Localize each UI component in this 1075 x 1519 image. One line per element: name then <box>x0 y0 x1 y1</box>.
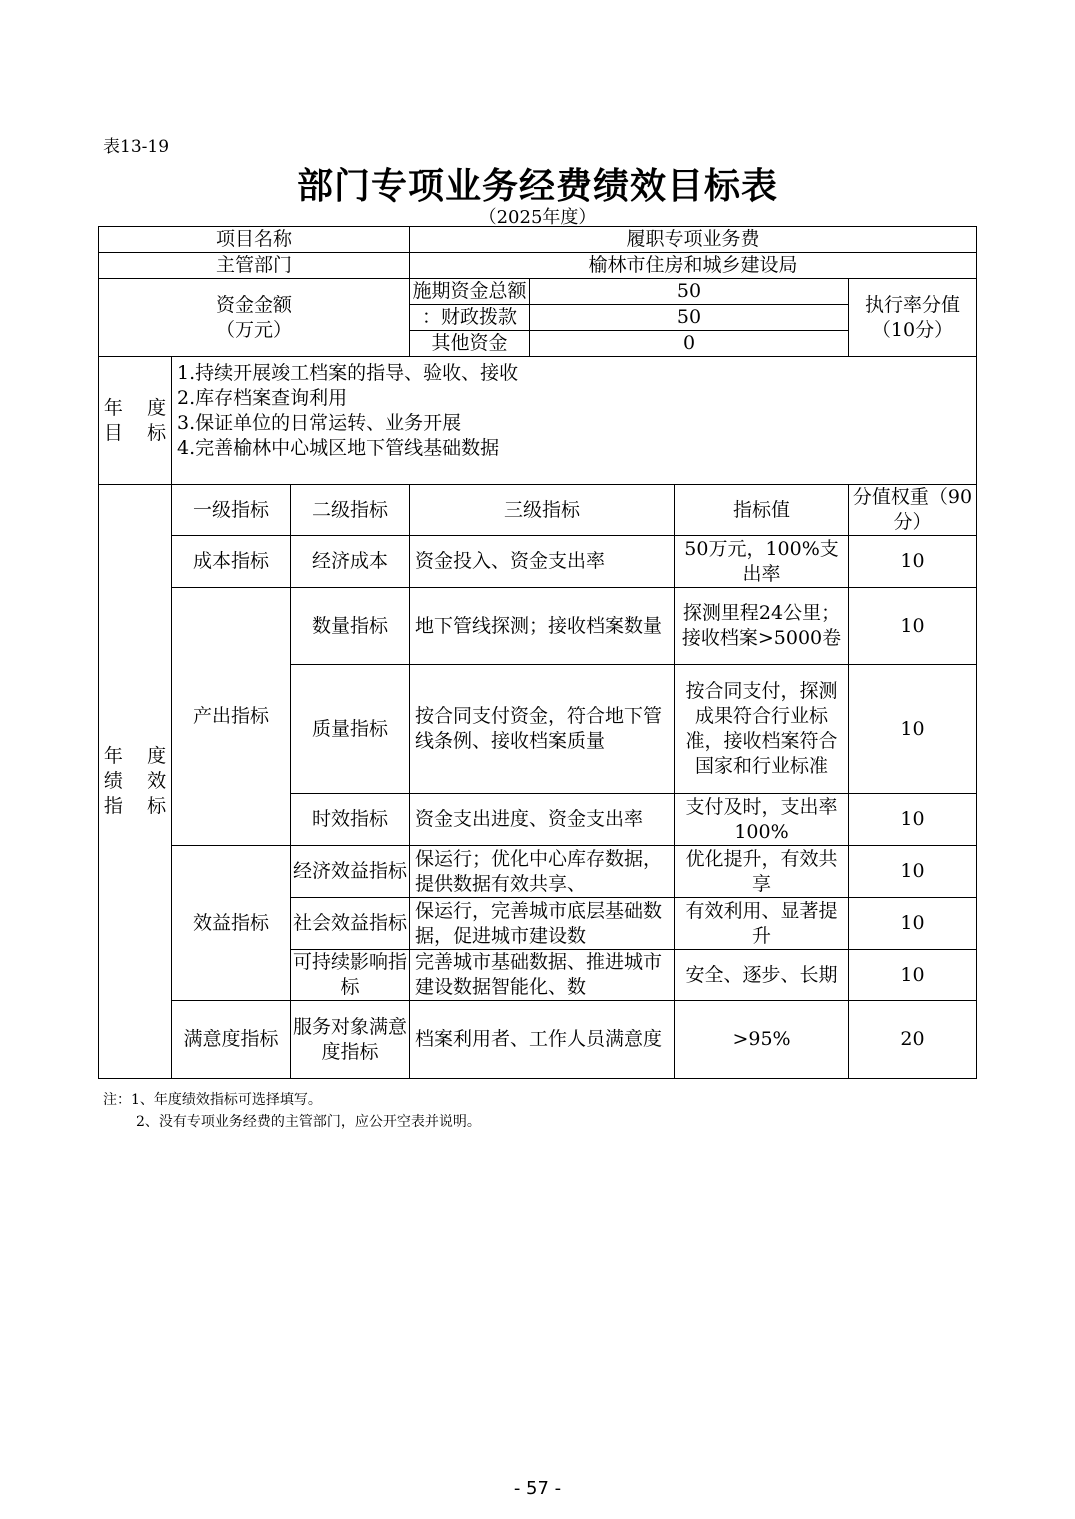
label-char: 指 <box>103 795 123 817</box>
notes <box>103 1089 481 1133</box>
header-level1: 一级指标 <box>172 485 291 536</box>
cost-level2: 经济成本 <box>291 536 410 588</box>
funds-label-line2: （万元） <box>216 318 293 341</box>
label-char: 年 <box>103 745 123 767</box>
execution-rate-line2: （10分） <box>871 318 954 341</box>
benefit-level2: 社会效益指标 <box>291 898 410 950</box>
table-code: 表13-19 <box>103 137 170 157</box>
fund-row-label: 施期资金总额 <box>410 279 530 305</box>
label-char: 年 <box>103 396 123 419</box>
output-value: 按合同支付，探测成果符合行业标准，接收档案符合国家和行业标准 <box>675 665 849 794</box>
cost-level1: 成本指标 <box>172 536 291 588</box>
label-char: 标 <box>147 421 167 444</box>
page-title: 部门专项业务经费绩效目标表 <box>296 166 778 207</box>
department-label: 主管部门 <box>99 253 410 279</box>
label-char: 效 <box>147 770 167 792</box>
execution-rate-label <box>849 279 977 357</box>
year-subtitle: （2025年度） <box>478 207 597 228</box>
fund-row-value: 50 <box>530 305 849 331</box>
output-value: 探测里程24公里；接收档案>5000卷 <box>675 588 849 665</box>
output-level1: 产出指标 <box>172 588 291 846</box>
annual-goal-label <box>99 357 172 485</box>
output-level3: 按合同支付资金，符合地下管线条例、接收档案质量 <box>410 665 675 794</box>
goal-item: 3.保证单位的日常运转、业务开展 <box>177 412 462 434</box>
benefit-level3: 保运行，完善城市底层基础数据，促进城市建设数 <box>410 898 675 950</box>
funds-label <box>99 279 410 357</box>
benefit-level2: 可持续影响指标 <box>291 950 410 1001</box>
funds-label-line1: 资金金额 <box>216 293 293 316</box>
benefit-weight: 10 <box>849 898 977 950</box>
output-weight: 10 <box>849 588 977 665</box>
label-char: 度 <box>147 396 167 419</box>
cost-level3: 资金投入、资金支出率 <box>410 536 675 588</box>
header-weight: 分值权重（90分） <box>849 485 977 536</box>
fund-row-label: ：财政拨款 <box>410 305 530 331</box>
benefit-value: 有效利用、显著提升 <box>675 898 849 950</box>
benefit-weight: 10 <box>849 950 977 1001</box>
output-level3: 地下管线探测；接收档案数量 <box>410 588 675 665</box>
output-level2: 质量指标 <box>291 665 410 794</box>
project-name-label: 项目名称 <box>99 227 410 253</box>
label-char: 绩 <box>103 770 123 792</box>
label-char: 目 <box>103 421 123 444</box>
satisfaction-weight: 20 <box>849 1001 977 1079</box>
output-level2: 数量指标 <box>291 588 410 665</box>
cost-weight: 10 <box>849 536 977 588</box>
execution-rate-line1: 执行率分值 <box>865 293 961 316</box>
output-weight: 10 <box>849 794 977 846</box>
output-level3: 资金支出进度、资金支出率 <box>410 794 675 846</box>
fund-row-label: 其他资金 <box>410 331 530 357</box>
department-value: 榆林市住房和城乡建设局 <box>410 253 977 279</box>
benefit-weight: 10 <box>849 846 977 898</box>
note-line: 注：1、年度绩效指标可选择填写。 <box>103 1092 322 1108</box>
benefit-value: 优化提升，有效共享 <box>675 846 849 898</box>
goal-item: 2.库存档案查询利用 <box>177 387 348 409</box>
header-value: 指标值 <box>675 485 849 536</box>
satisfaction-value: >95% <box>675 1001 849 1079</box>
satisfaction-level2: 服务对象满意度指标 <box>291 1001 410 1079</box>
label-char: 度 <box>147 745 167 767</box>
performance-target-table <box>98 226 977 1079</box>
goal-item: 1.持续开展竣工档案的指导、验收、接收 <box>177 362 519 384</box>
benefit-level2: 经济效益指标 <box>291 846 410 898</box>
goal-item: 4.完善榆林中心城区地下管线基础数据 <box>177 437 500 459</box>
cost-value: 50万元，100%支出率 <box>675 536 849 588</box>
fund-row-value: 50 <box>530 279 849 305</box>
satisfaction-level1: 满意度指标 <box>172 1001 291 1079</box>
benefit-level1: 效益指标 <box>172 846 291 1001</box>
label-char: 标 <box>147 795 167 817</box>
note-line: 2、没有专项业务经费的主管部门，应公开空表并说明。 <box>136 1114 481 1130</box>
fund-row-value: 0 <box>530 331 849 357</box>
output-level2: 时效指标 <box>291 794 410 846</box>
header-level2: 二级指标 <box>291 485 410 536</box>
benefit-level3: 保运行；优化中心库存数据，提供数据有效共享、 <box>410 846 675 898</box>
page-number: - 57 - <box>513 1478 562 1499</box>
satisfaction-level3: 档案利用者、工作人员满意度 <box>410 1001 675 1079</box>
benefit-value: 安全、逐步、长期 <box>675 950 849 1001</box>
header-level3: 三级指标 <box>410 485 675 536</box>
output-weight: 10 <box>849 665 977 794</box>
output-value: 支付及时，支出率100% <box>675 794 849 846</box>
annual-goals <box>172 357 977 485</box>
performance-indicator-label <box>99 485 172 1079</box>
benefit-level3: 完善城市基础数据、推进城市建设数据智能化、数 <box>410 950 675 1001</box>
project-name-value: 履职专项业务费 <box>410 227 977 253</box>
